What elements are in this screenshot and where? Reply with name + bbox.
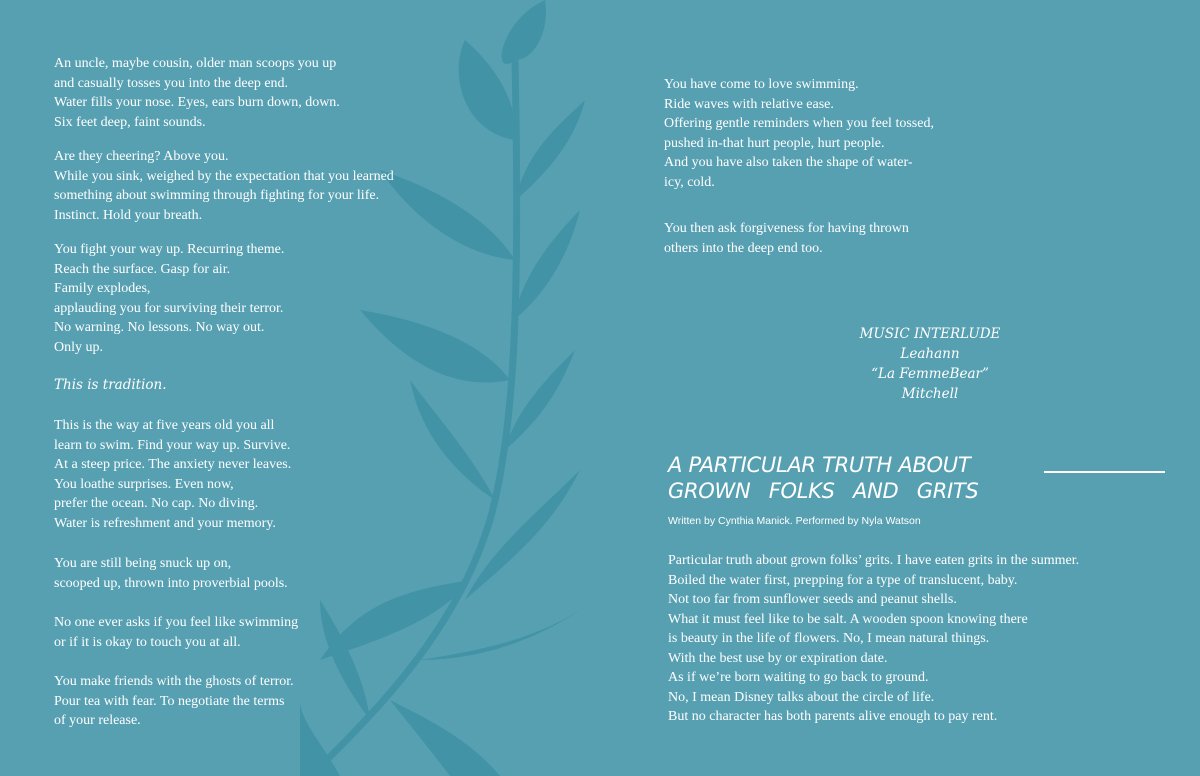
stanza [54, 54, 340, 132]
poem-line: Offering gentle reminders when you feel tossed, [664, 116, 934, 131]
poem-line: others into the deep end too. [664, 240, 823, 256]
poem-line: While you sink, weighed by the expectation that you learned [54, 168, 394, 184]
performer-last-name: Mitchell [901, 386, 959, 402]
poem-line: Are they cheering? Above you. [54, 149, 229, 164]
poem-line: No one ever asks if you feel like swimming [54, 615, 299, 630]
poem-line: Water fills your nose. Eyes, ears burn down, down. [54, 95, 340, 110]
section-title [668, 452, 978, 504]
poem-line: learn to swim. Find your way up. Survive. [54, 437, 291, 453]
section-credits: Written by Cynthia Manick. Performed by Nyla Watson [668, 515, 921, 527]
poem-line: icy, cold. [664, 174, 715, 190]
poem-line: Only up. [54, 339, 103, 355]
poem-line: Water is refreshment and your memory. [54, 515, 276, 531]
poem-line: Instinct. Hold your breath. [54, 207, 203, 223]
poem-line: But no character has both parents alive enough to pay rent. [668, 709, 998, 724]
poem-line: What it must feel like to be salt. A wooden spoon knowing there [668, 611, 1028, 627]
stanza [54, 672, 294, 731]
poem-line: An uncle, maybe cousin, older man scoops you up [54, 56, 337, 71]
stanza [54, 416, 291, 533]
poem-line: As if we’re born waiting to go back to ground. [668, 670, 929, 685]
performer-first-name: Leahann [900, 346, 960, 362]
poem-line: scooped up, thrown into proverbial pools. [54, 575, 288, 591]
poem-line: You have come to love swimming. [664, 77, 859, 92]
stanza [54, 613, 298, 652]
poem-line: And you have also taken the shape of water- [664, 155, 913, 170]
poem-line: You fight your way up. Recurring theme. [54, 242, 285, 257]
poem-line: With the best use by or expiration date. [668, 650, 888, 666]
poem-line: Boiled the water first, prepping for a type of translucent, baby. [668, 572, 1018, 588]
section-title-line: A PARTICULAR TRUTH ABOUT [668, 453, 971, 477]
poem-line: Ride waves with relative ease. [664, 96, 834, 112]
poem-line: Not too far from sunflower seeds and peanut shells. [668, 592, 957, 607]
performer-nickname: “La FemmeBear” [871, 366, 989, 382]
leaf-branch-illustration [300, 0, 600, 776]
interlude-heading: MUSIC INTERLUDE [859, 326, 1001, 342]
poem-line: Family explodes, [54, 281, 151, 296]
poem-line: Particular truth about grown folks’ grits. I have eaten grits in the summer. [668, 553, 1080, 568]
tradition-line: This is tradition. [54, 377, 167, 393]
poem-line: applauding you for surviving their terror. [54, 300, 284, 316]
poem-line: Six feet deep, faint sounds. [54, 114, 206, 130]
poem-line: You are still being snuck up on, [54, 556, 232, 571]
poem-line: Reach the surface. Gasp for air. [54, 261, 231, 277]
poem-line: Pour tea with fear. To negotiate the terms [54, 693, 285, 709]
title-divider [1044, 471, 1165, 473]
poem-line: You loathe surprises. Even now, [54, 476, 234, 492]
section-title-line: GROWN FOLKS AND GRITS [668, 479, 979, 503]
poem-line: You make friends with the ghosts of terror. [54, 674, 294, 689]
stanza [664, 75, 934, 192]
poem-line: is beauty in the life of flowers. No, I mean natural things. [668, 631, 990, 646]
music-interlude [800, 324, 1060, 404]
stanza [54, 147, 394, 225]
poem-line: This is the way at five years old you all [54, 418, 275, 433]
poem-line: or if it is okay to touch you at all. [54, 634, 241, 650]
stanza [54, 240, 284, 357]
poem-line: pushed in-that hurt people, hurt people. [664, 135, 885, 151]
poem-line: You then ask forgiveness for having thrown [664, 221, 909, 236]
stanza [54, 554, 288, 593]
poem-line: prefer the ocean. No cap. No diving. [54, 496, 259, 511]
poem-line: No, I mean Disney talks about the circle of life. [668, 689, 935, 705]
poem-line: something about swimming through fighting for your life. [54, 188, 380, 203]
poem-line: At a steep price. The anxiety never leaves. [54, 457, 292, 472]
stanza [664, 219, 909, 258]
stanza [668, 551, 1079, 727]
poem-line: of your release. [54, 713, 141, 728]
poem-line: No warning. No lessons. No way out. [54, 320, 265, 335]
poem-line: and casually tosses you into the deep end. [54, 75, 289, 91]
